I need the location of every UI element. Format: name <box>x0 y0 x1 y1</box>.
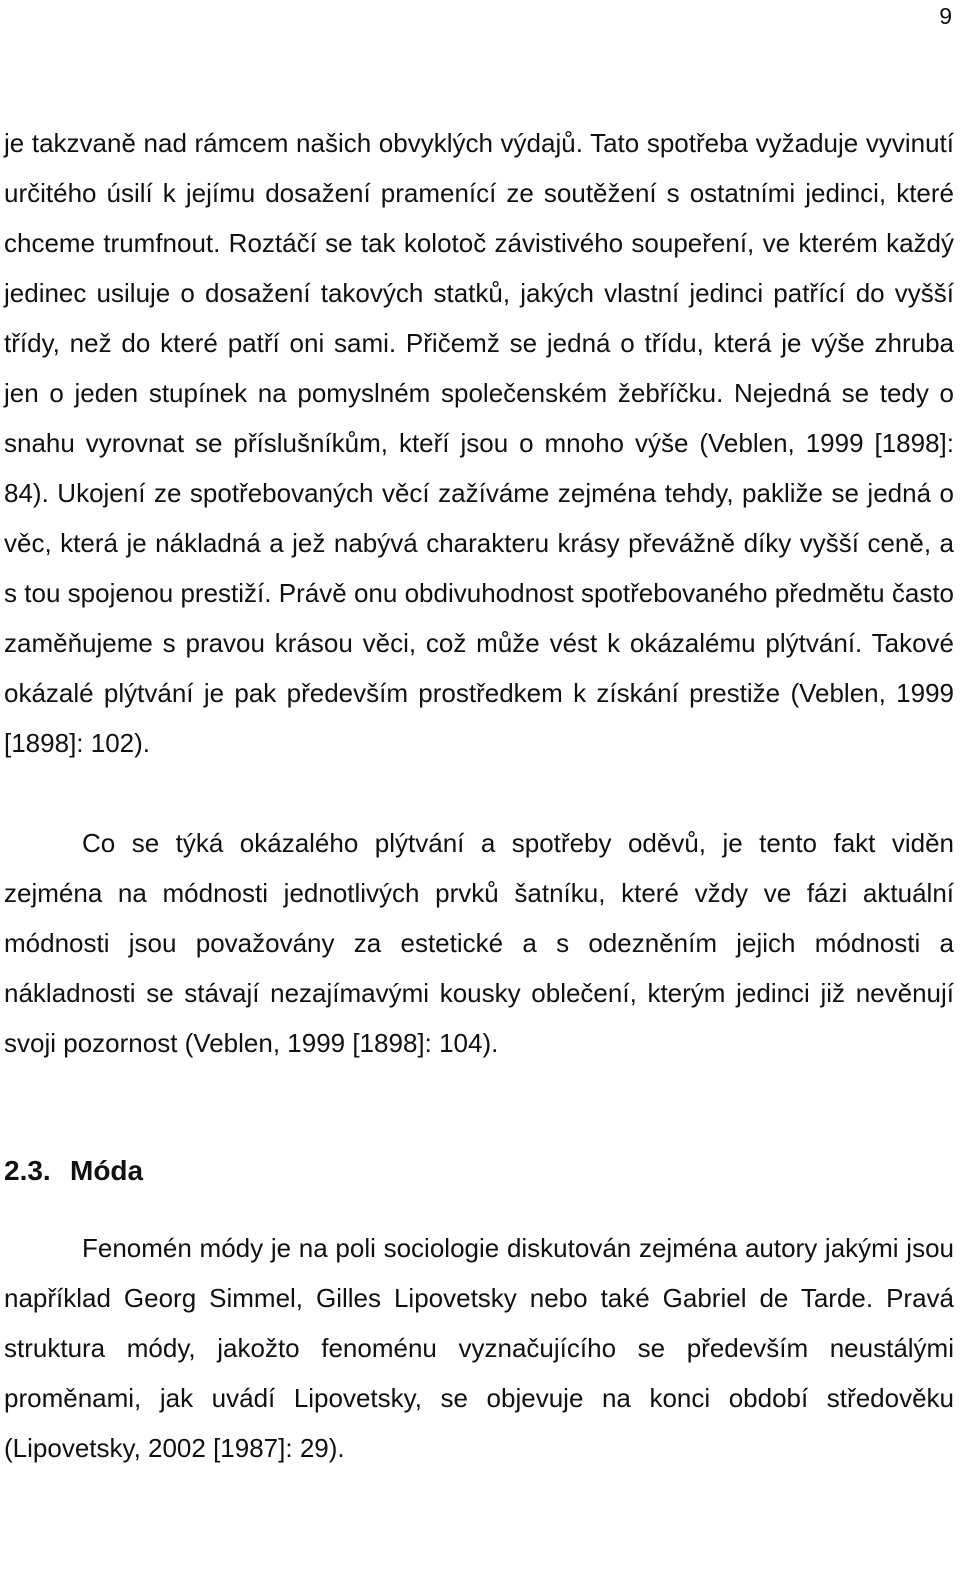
document-body <box>4 118 954 1473</box>
paragraph-fashion-phenomenon: Fenomén módy je na poli sociologie diskutován zejména autory jakými jsou například Georg Simmel, Gilles Lipovetsky nebo také Gabriel de Tarde. Pravá struktura módy, jakožto fenoménu vyznačujícího se především neustálými proměnami, jak uvádí Lipovetsky, se objevuje na konci období středověku (Lipovetsky, 2002 [1987]: 29). <box>4 1233 954 1463</box>
section-title: Móda <box>70 1155 144 1186</box>
page-number: 9 <box>939 3 952 29</box>
paragraph-conspicuous-waste: Co se týká okázalého plýtvání a spotřeby oděvů, je tento fakt viděn zejména na módnosti jednotlivých prvků šatníku, které vždy ve fázi aktuální módnosti jsou považovány za estetické a s odezněním jejich módnosti a nákladnosti se stávají nezajímavými kousky oblečení, kterým jedinci již nevěnují svoji pozornost (Veblen, 1999 [1898]: 104). <box>4 828 954 1058</box>
paragraph-spacer <box>4 768 954 818</box>
heading-spacer <box>4 1196 954 1223</box>
paragraph-veblen-consumption: je takzvaně nad rámcem našich obvyklých výdajů. Tato spotřeba vyžaduje vyvinutí určitého úsilí k jejímu dosažení pramenící ze soutěžení s ostatními jedinci, které chceme trumfnout. Roztáčí se tak kolotoč závistivého soupeření, ve kterém každý jedinec usiluje o dosažení takových statků, jakých vlastní jedinci patřící do vyšší třídy, než do které patří oni sami. Přičemž se jedná o třídu, která je výše zhruba jen o jeden stupínek na pomyslném společenském žebříčku. Nejedná se tedy o snahu vyrovnat se příslušníkům, kteří jsou o mnoho výše (Veblen, 1999 [1898]: 84). Ukojení ze spotřebovaných věcí zažíváme zejména tehdy, pakliže se jedná o věc, která je nákladná a jež nabývá charakteru krásy převážně díky vyšší ceně, a s tou spojenou prestiží. Právě onu obdivuhodnost spotřebovaného předmětu často zaměňujeme s pravou krásou věci, což může vést k okázalému plýtvání. Takové okázalé plýtvání je pak především prostředkem k získání prestiže (Veblen, 1999 [1898]: 102). <box>4 128 954 758</box>
section-heading <box>4 1146 954 1196</box>
section-number: 2.3. <box>4 1155 51 1186</box>
section-spacer <box>4 1068 954 1146</box>
